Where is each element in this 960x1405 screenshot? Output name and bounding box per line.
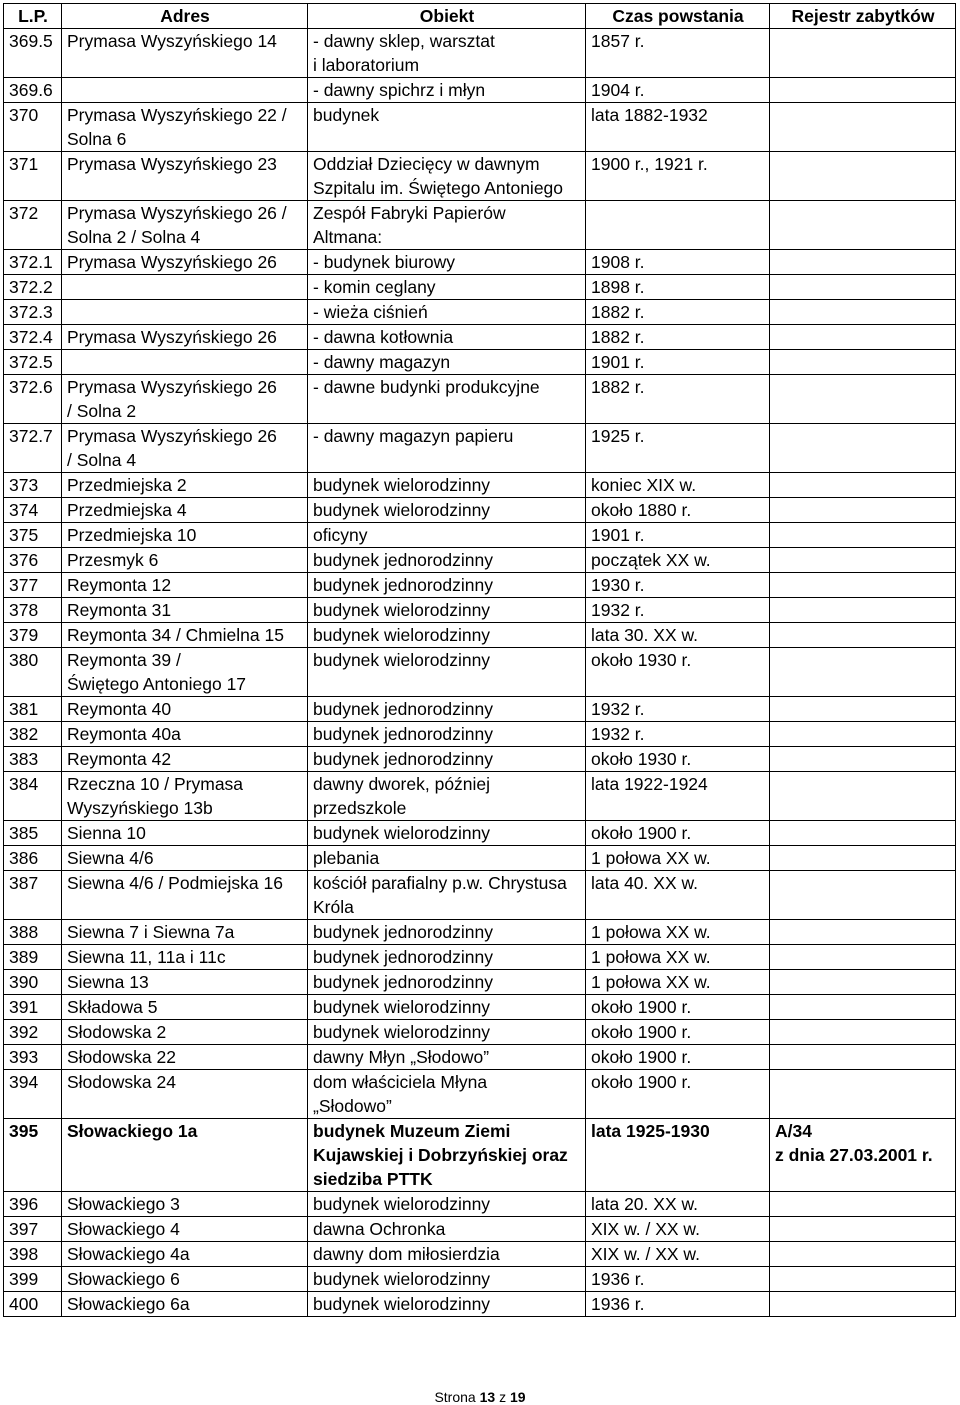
cell-lp: 379 (4, 623, 62, 648)
cell-lp: 382 (4, 722, 62, 747)
cell-lp: 392 (4, 1020, 62, 1045)
cell-date: 1908 r. (586, 250, 770, 275)
cell-register (770, 1217, 956, 1242)
cell-object: oficyny (308, 523, 586, 548)
table-row (4, 29, 956, 78)
table-row (4, 1119, 956, 1192)
cell-object: - dawna kotłownia (308, 325, 586, 350)
cell-register (770, 1192, 956, 1217)
table-row (4, 772, 956, 821)
table-row (4, 821, 956, 846)
header-register: Rejestr zabytków (770, 4, 956, 29)
monuments-table (3, 3, 956, 1317)
table-row (4, 275, 956, 300)
cell-lp: 377 (4, 573, 62, 598)
cell-register (770, 78, 956, 103)
cell-register (770, 970, 956, 995)
cell-date: około 1900 r. (586, 821, 770, 846)
table-row (4, 747, 956, 772)
header-date: Czas powstania (586, 4, 770, 29)
cell-object: budynek jednorodzinny (308, 697, 586, 722)
cell-date: około 1880 r. (586, 498, 770, 523)
table-row (4, 1242, 956, 1267)
cell-lp: 378 (4, 598, 62, 623)
cell-register (770, 375, 956, 424)
cell-object: Oddział Dziecięcy w dawnym Szpitalu im. Świętego Antoniego (308, 152, 586, 201)
cell-lp: 397 (4, 1217, 62, 1242)
table-body (4, 29, 956, 1317)
cell-address: Słodowska 22 (62, 1045, 308, 1070)
cell-object: budynek jednorodzinny (308, 722, 586, 747)
cell-date: lata 20. XX w. (586, 1192, 770, 1217)
cell-lp: 371 (4, 152, 62, 201)
cell-lp: 372 (4, 201, 62, 250)
cell-lp: 391 (4, 995, 62, 1020)
cell-date: 1 połowa XX w. (586, 920, 770, 945)
cell-object: dawna Ochronka (308, 1217, 586, 1242)
cell-date: lata 1922-1924 (586, 772, 770, 821)
cell-object: budynek Muzeum Ziemi Kujawskiej i Dobrzyńskiej oraz siedziba PTTK (308, 1119, 586, 1192)
cell-lp: 372.6 (4, 375, 62, 424)
cell-date: 1901 r. (586, 350, 770, 375)
cell-object: kościół parafialny p.w. Chrystusa Króla (308, 871, 586, 920)
cell-date: 1936 r. (586, 1292, 770, 1317)
table-row (4, 648, 956, 697)
cell-register (770, 300, 956, 325)
cell-address: Reymonta 34 / Chmielna 15 (62, 623, 308, 648)
footer-prefix: Strona (434, 1389, 476, 1405)
cell-lp: 393 (4, 1045, 62, 1070)
cell-register (770, 1020, 956, 1045)
cell-object: budynek wielorodzinny (308, 1192, 586, 1217)
cell-lp: 374 (4, 498, 62, 523)
cell-address: Siewna 13 (62, 970, 308, 995)
cell-object: budynek wielorodzinny (308, 648, 586, 697)
cell-address: Słodowska 2 (62, 1020, 308, 1045)
table-row (4, 523, 956, 548)
cell-lp: 372.7 (4, 424, 62, 473)
cell-address: Prymasa Wyszyńskiego 26 / Solna 2 / Solna 4 (62, 201, 308, 250)
cell-address: Prymasa Wyszyńskiego 14 (62, 29, 308, 78)
cell-address: Przedmiejska 10 (62, 523, 308, 548)
footer-sep: z (499, 1389, 507, 1405)
cell-address: Prymasa Wyszyńskiego 26 (62, 325, 308, 350)
cell-date: lata 1882-1932 (586, 103, 770, 152)
table-row (4, 970, 956, 995)
cell-lp: 373 (4, 473, 62, 498)
table-row (4, 920, 956, 945)
cell-address: Reymonta 40 (62, 697, 308, 722)
cell-date: 1932 r. (586, 598, 770, 623)
table-row (4, 1267, 956, 1292)
cell-object: budynek jednorodzinny (308, 970, 586, 995)
cell-register (770, 945, 956, 970)
table-row (4, 1020, 956, 1045)
cell-date: 1925 r. (586, 424, 770, 473)
cell-object: budynek wielorodzinny (308, 598, 586, 623)
cell-register (770, 1070, 956, 1119)
cell-lp: 372.1 (4, 250, 62, 275)
cell-date: 1904 r. (586, 78, 770, 103)
cell-register (770, 152, 956, 201)
cell-date: lata 1925-1930 (586, 1119, 770, 1192)
table-row (4, 945, 956, 970)
cell-object: budynek wielorodzinny (308, 1267, 586, 1292)
cell-object: dawny dom miłosierdzia (308, 1242, 586, 1267)
cell-register (770, 623, 956, 648)
cell-date: około 1900 r. (586, 995, 770, 1020)
cell-address: Sienna 10 (62, 821, 308, 846)
cell-object: budynek (308, 103, 586, 152)
table-row (4, 152, 956, 201)
cell-lp: 384 (4, 772, 62, 821)
header-address: Adres (62, 4, 308, 29)
cell-object: - dawny magazyn (308, 350, 586, 375)
cell-address: Prymasa Wyszyńskiego 26 (62, 250, 308, 275)
table-row (4, 375, 956, 424)
cell-date: 1932 r. (586, 697, 770, 722)
table-row (4, 498, 956, 523)
cell-object: budynek jednorodzinny (308, 548, 586, 573)
cell-register (770, 473, 956, 498)
cell-object: budynek jednorodzinny (308, 920, 586, 945)
footer-page: 13 (479, 1389, 496, 1405)
cell-register (770, 648, 956, 697)
cell-address: Przedmiejska 4 (62, 498, 308, 523)
cell-object: - dawny magazyn papieru (308, 424, 586, 473)
cell-address: Siewna 11, 11a i 11c (62, 945, 308, 970)
cell-address: Słowackiego 1a (62, 1119, 308, 1192)
cell-date: 1936 r. (586, 1267, 770, 1292)
cell-register (770, 821, 956, 846)
cell-object: budynek jednorodzinny (308, 747, 586, 772)
cell-date: koniec XIX w. (586, 473, 770, 498)
table-row (4, 1292, 956, 1317)
cell-register (770, 920, 956, 945)
cell-date: 1900 r., 1921 r. (586, 152, 770, 201)
cell-address: Rzeczna 10 / Prymasa Wyszyńskiego 13b (62, 772, 308, 821)
cell-register (770, 350, 956, 375)
cell-object: budynek wielorodzinny (308, 473, 586, 498)
cell-address: Siewna 7 i Siewna 7a (62, 920, 308, 945)
cell-object: budynek wielorodzinny (308, 498, 586, 523)
cell-address: Przedmiejska 2 (62, 473, 308, 498)
cell-address: Reymonta 31 (62, 598, 308, 623)
cell-date: 1857 r. (586, 29, 770, 78)
cell-object: - budynek biurowy (308, 250, 586, 275)
cell-register (770, 747, 956, 772)
table-row (4, 548, 956, 573)
cell-register (770, 722, 956, 747)
cell-register (770, 201, 956, 250)
cell-date: początek XX w. (586, 548, 770, 573)
cell-address: Słowackiego 4a (62, 1242, 308, 1267)
cell-register (770, 598, 956, 623)
cell-date: 1 połowa XX w. (586, 846, 770, 871)
header-object: Obiekt (308, 4, 586, 29)
cell-object: budynek wielorodzinny (308, 623, 586, 648)
cell-object: dawny dworek, później przedszkole (308, 772, 586, 821)
cell-date: 1 połowa XX w. (586, 970, 770, 995)
header-row (4, 4, 956, 29)
cell-register (770, 995, 956, 1020)
table-row (4, 1070, 956, 1119)
cell-register (770, 103, 956, 152)
cell-address: Prymasa Wyszyńskiego 22 / Solna 6 (62, 103, 308, 152)
cell-object: - wieża ciśnień (308, 300, 586, 325)
cell-address: Prymasa Wyszyńskiego 26 / Solna 2 (62, 375, 308, 424)
cell-register (770, 250, 956, 275)
cell-lp: 372.5 (4, 350, 62, 375)
cell-lp: 376 (4, 548, 62, 573)
table-row (4, 350, 956, 375)
cell-date: 1932 r. (586, 722, 770, 747)
header-lp: L.P. (4, 4, 62, 29)
cell-object: - komin ceglany (308, 275, 586, 300)
cell-lp: 370 (4, 103, 62, 152)
cell-register (770, 846, 956, 871)
cell-lp: 394 (4, 1070, 62, 1119)
cell-address: Słodowska 24 (62, 1070, 308, 1119)
cell-date: około 1930 r. (586, 747, 770, 772)
cell-register (770, 498, 956, 523)
cell-address: Składowa 5 (62, 995, 308, 1020)
cell-address: Prymasa Wyszyńskiego 26 / Solna 4 (62, 424, 308, 473)
cell-address: Reymonta 12 (62, 573, 308, 598)
cell-object: budynek jednorodzinny (308, 945, 586, 970)
cell-register (770, 573, 956, 598)
cell-lp: 389 (4, 945, 62, 970)
cell-lp: 369.5 (4, 29, 62, 78)
cell-register (770, 523, 956, 548)
cell-lp: 398 (4, 1242, 62, 1267)
cell-address: Przesmyk 6 (62, 548, 308, 573)
table-row (4, 250, 956, 275)
cell-register (770, 424, 956, 473)
table-row (4, 995, 956, 1020)
table-row (4, 325, 956, 350)
cell-date: 1901 r. (586, 523, 770, 548)
cell-address: Prymasa Wyszyńskiego 23 (62, 152, 308, 201)
cell-register (770, 29, 956, 78)
cell-lp: 380 (4, 648, 62, 697)
page-footer (0, 1389, 960, 1405)
cell-lp: 372.4 (4, 325, 62, 350)
table-row (4, 201, 956, 250)
cell-date: XIX w. / XX w. (586, 1217, 770, 1242)
cell-register (770, 548, 956, 573)
table-row (4, 871, 956, 920)
cell-lp: 386 (4, 846, 62, 871)
cell-object: - dawny sklep, warsztat i laboratorium (308, 29, 586, 78)
cell-lp: 372.3 (4, 300, 62, 325)
cell-date: 1930 r. (586, 573, 770, 598)
cell-date: 1882 r. (586, 375, 770, 424)
cell-lp: 381 (4, 697, 62, 722)
table-row (4, 473, 956, 498)
cell-date: około 1930 r. (586, 648, 770, 697)
cell-lp: 369.6 (4, 78, 62, 103)
table-row (4, 300, 956, 325)
footer-total: 19 (509, 1389, 526, 1405)
cell-object: budynek wielorodzinny (308, 995, 586, 1020)
cell-date: lata 30. XX w. (586, 623, 770, 648)
cell-date: 1882 r. (586, 325, 770, 350)
table-row (4, 1045, 956, 1070)
table-row (4, 424, 956, 473)
cell-lp: 399 (4, 1267, 62, 1292)
cell-register: A/34 z dnia 27.03.2001 r. (770, 1119, 956, 1192)
cell-object: Zespół Fabryki Papierów Altmana: (308, 201, 586, 250)
cell-address: Siewna 4/6 / Podmiejska 16 (62, 871, 308, 920)
cell-lp: 400 (4, 1292, 62, 1317)
cell-register (770, 325, 956, 350)
cell-date (586, 201, 770, 250)
table-row (4, 1192, 956, 1217)
table-row (4, 598, 956, 623)
cell-address (62, 275, 308, 300)
cell-object: - dawne budynki produkcyjne (308, 375, 586, 424)
cell-object: budynek wielorodzinny (308, 821, 586, 846)
cell-object: dom właściciela Młyna „Słodowo” (308, 1070, 586, 1119)
table-row (4, 846, 956, 871)
cell-register (770, 275, 956, 300)
cell-lp: 390 (4, 970, 62, 995)
cell-address: Słowackiego 6 (62, 1267, 308, 1292)
cell-lp: 383 (4, 747, 62, 772)
cell-object: dawny Młyn „Słodowo” (308, 1045, 586, 1070)
cell-register (770, 697, 956, 722)
cell-address: Słowackiego 3 (62, 1192, 308, 1217)
cell-address: Reymonta 39 / Świętego Antoniego 17 (62, 648, 308, 697)
cell-register (770, 1292, 956, 1317)
cell-address (62, 78, 308, 103)
cell-date: lata 40. XX w. (586, 871, 770, 920)
table-row (4, 697, 956, 722)
cell-date: 1 połowa XX w. (586, 945, 770, 970)
cell-address: Reymonta 40a (62, 722, 308, 747)
cell-lp: 375 (4, 523, 62, 548)
cell-register (770, 871, 956, 920)
cell-address (62, 350, 308, 375)
cell-address: Słowackiego 4 (62, 1217, 308, 1242)
table-row (4, 722, 956, 747)
cell-lp: 385 (4, 821, 62, 846)
cell-lp: 395 (4, 1119, 62, 1192)
cell-address: Słowackiego 6a (62, 1292, 308, 1317)
table-row (4, 623, 956, 648)
cell-date: około 1900 r. (586, 1045, 770, 1070)
cell-address: Siewna 4/6 (62, 846, 308, 871)
cell-object: budynek jednorodzinny (308, 573, 586, 598)
cell-register (770, 1242, 956, 1267)
table-row (4, 78, 956, 103)
cell-object: - dawny spichrz i młyn (308, 78, 586, 103)
cell-date: XIX w. / XX w. (586, 1242, 770, 1267)
cell-address (62, 300, 308, 325)
cell-object: budynek wielorodzinny (308, 1292, 586, 1317)
cell-lp: 388 (4, 920, 62, 945)
cell-object: budynek wielorodzinny (308, 1020, 586, 1045)
cell-register (770, 772, 956, 821)
table-row (4, 573, 956, 598)
cell-date: 1882 r. (586, 300, 770, 325)
table-row (4, 1217, 956, 1242)
cell-date: 1898 r. (586, 275, 770, 300)
cell-lp: 396 (4, 1192, 62, 1217)
cell-lp: 387 (4, 871, 62, 920)
cell-lp: 372.2 (4, 275, 62, 300)
cell-register (770, 1267, 956, 1292)
cell-register (770, 1045, 956, 1070)
cell-object: plebania (308, 846, 586, 871)
cell-address: Reymonta 42 (62, 747, 308, 772)
cell-date: około 1900 r. (586, 1020, 770, 1045)
table-row (4, 103, 956, 152)
cell-date: około 1900 r. (586, 1070, 770, 1119)
